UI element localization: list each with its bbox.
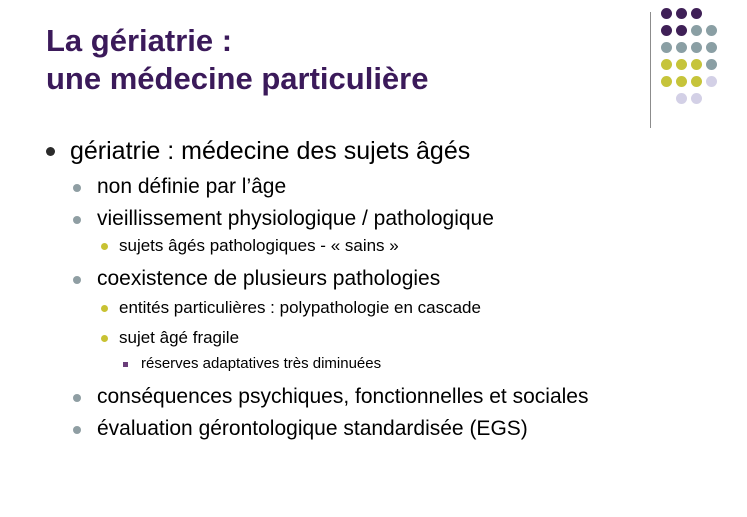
bullet-marker-level-1 bbox=[46, 147, 55, 156]
bullet-marker-level-3 bbox=[101, 305, 108, 312]
bullet-marker-level-2 bbox=[73, 394, 81, 402]
slide-title-line-2: une médecine particulière bbox=[46, 61, 429, 96]
bullet-marker-level-3 bbox=[101, 243, 108, 250]
bullet-marker-level-2 bbox=[73, 426, 81, 434]
bullet-text-level-3: sujets âgés pathologiques - « sains » bbox=[119, 236, 399, 255]
bullet-marker-level-2 bbox=[73, 184, 81, 192]
bullet-text-level-1: gériatrie : médecine des sujets âgés bbox=[70, 137, 471, 165]
bullet-marker-level-4 bbox=[123, 362, 128, 367]
bullet-marker-level-2 bbox=[73, 216, 81, 224]
slide-title-line-1: La gériatrie : bbox=[46, 23, 233, 58]
bullet-marker-level-3 bbox=[101, 335, 108, 342]
bullet-text-level-4: réserves adaptatives très diminuées bbox=[141, 355, 382, 372]
bullet-text-level-2: vieillissement physiologique / pathologique bbox=[97, 207, 494, 230]
bullet-marker-level-2 bbox=[73, 276, 81, 284]
bullet-text-level-2: conséquences psychiques, fonctionnelles et sociales bbox=[97, 385, 589, 408]
bullet-text-level-3: entités particulières : polypathologie en cascade bbox=[119, 298, 481, 317]
bullet-text-level-3: sujet âgé fragile bbox=[119, 328, 240, 347]
bullet-text-level-2: coexistence de plusieurs pathologies bbox=[97, 267, 441, 290]
bullet-text-level-2: non définie par l’âge bbox=[97, 175, 287, 198]
bullet-text-level-2: évaluation gérontologique standardisée (EGS) bbox=[97, 417, 528, 440]
